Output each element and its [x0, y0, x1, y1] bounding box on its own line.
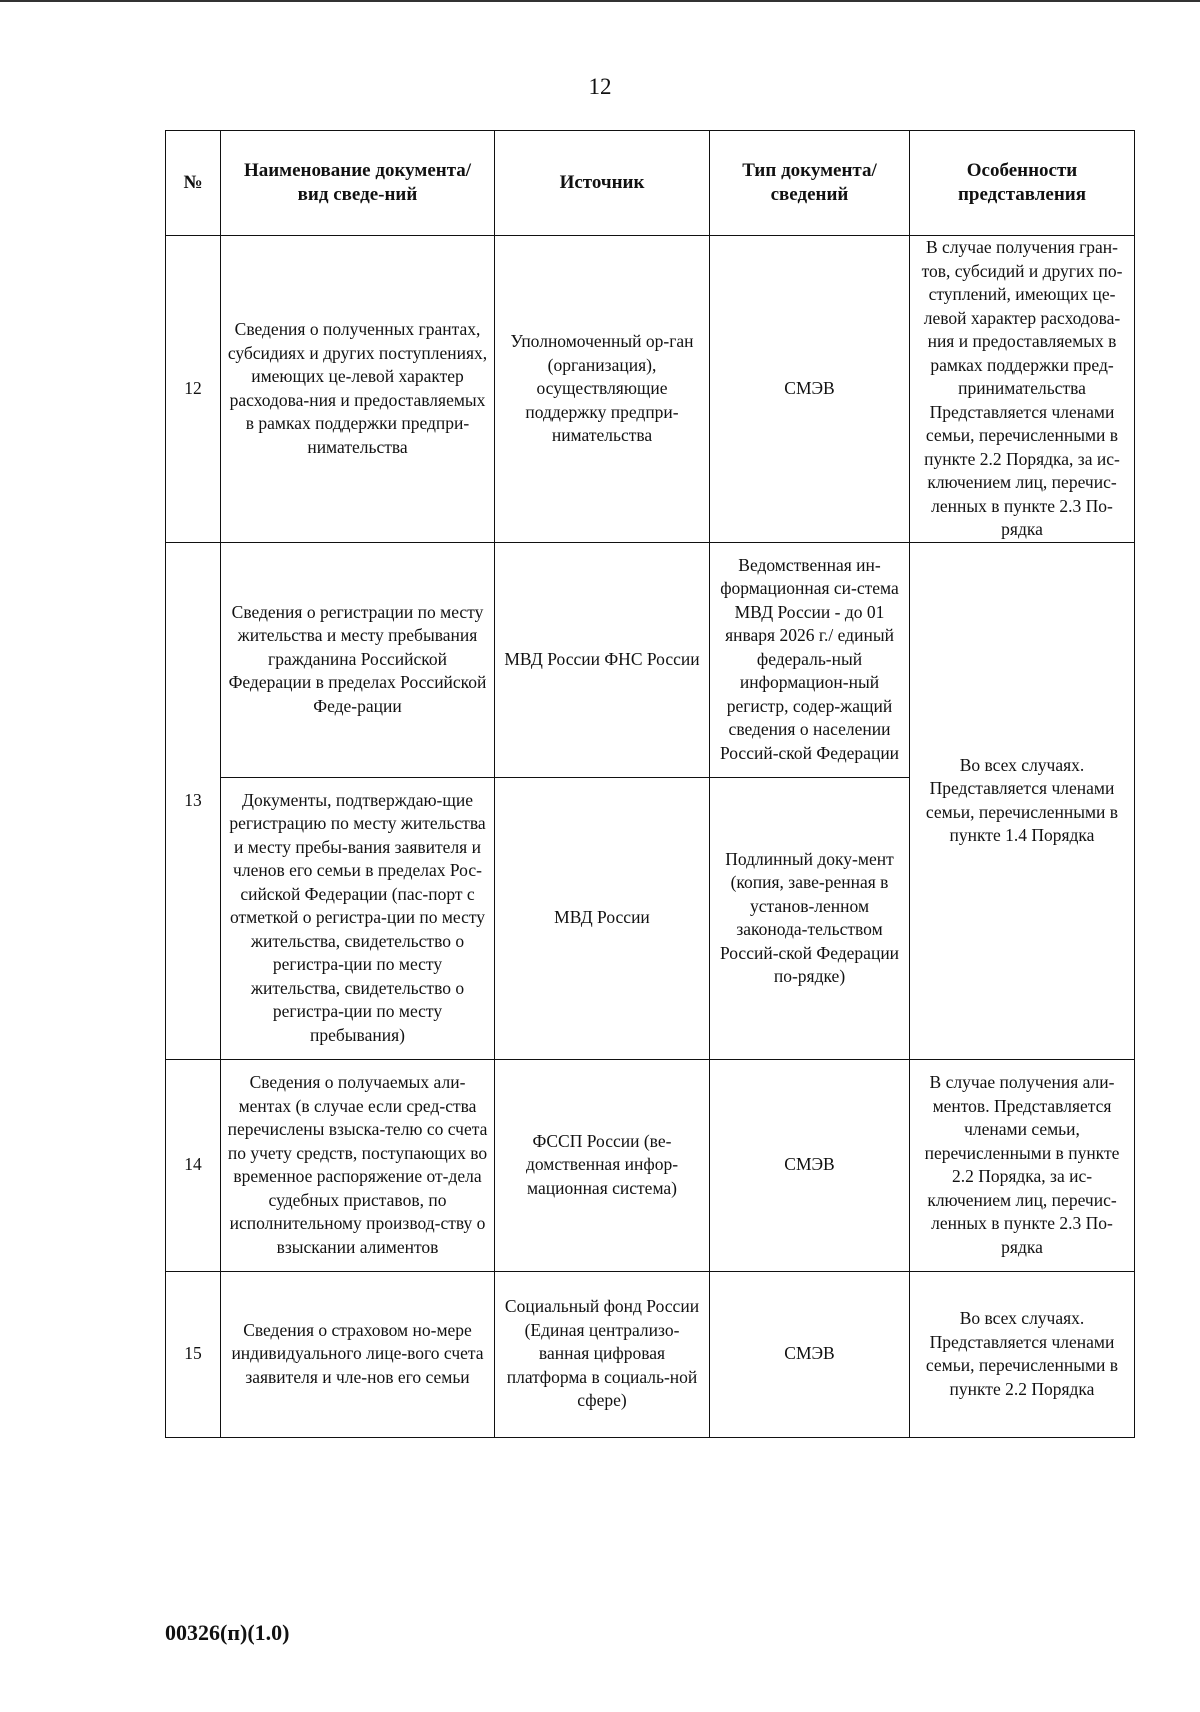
table-row — [166, 1059, 1135, 1271]
row-name: Сведения о регистрации по месту жительства и месту пребывания гражданина Российской Федерации в пределах Российской Феде-рации — [221, 542, 495, 777]
row-num: 14 — [166, 1059, 221, 1271]
row-type: СМЭВ — [710, 1059, 910, 1271]
row-features: В случае получения гран-тов, субсидий и других по-ступлений, имеющих це-левой характер расходова-ния и предоставляемых в рамках поддержки пред-принимательства Представляется членами семьи, перечисленными в пункте 2.2 Порядка, за ис-ключением лиц, перечис-ленных в пункте 2.3 По-рядка — [910, 236, 1135, 543]
row-num: 12 — [166, 236, 221, 543]
table-row — [166, 542, 1135, 777]
header-features: Особенности представления — [910, 131, 1135, 236]
header-type: Тип документа/ сведений — [710, 131, 910, 236]
table-header-row — [166, 131, 1135, 236]
row-features: В случае получения али-ментов. Представляется членами семьи, перечисленными в пункте 2.2 Порядка, за ис-ключением лиц, перечис-ленных в пункте 2.3 По-рядка — [910, 1059, 1135, 1271]
row-name: Документы, подтверждаю-щие регистрацию по месту жительства и месту пребы-вания заявителя и членов его семьи в пределах Рос-сийской Федерации (пас-порт с отметкой о регистра-ции по месту жительства, свидетельство о регистра-ции по месту жительства, свидетельство о регистра-ции по месту пребывания) — [221, 777, 495, 1059]
row-num: 15 — [166, 1271, 221, 1437]
row-type: Подлинный доку-мент (копия, заве-ренная в установ-ленном законода-тельством Россий-ской Федерации по-рядке) — [710, 777, 910, 1059]
row-name: Сведения о получаемых али-ментах (в случае если сред-ства перечислены взыска-телю со счета по учету средств, поступающих во временное распоряжение от-дела судебных приставов, по исполнительному производ-ству о взыскании алиментов — [221, 1059, 495, 1271]
page-number: 12 — [588, 74, 612, 99]
row-type: СМЭВ — [710, 236, 910, 543]
header-source: Источник — [495, 131, 710, 236]
row-features: Во всех случаях. Представляется членами семьи, перечисленными в пункте 1.4 Порядка — [910, 542, 1135, 1059]
row-source: МВД России ФНС России — [495, 542, 710, 777]
row-name: Сведения о страховом но-мере индивидуального лице-вого счета заявителя и чле-нов его семьи — [221, 1271, 495, 1437]
scan-top-edge — [0, 0, 1200, 2]
header-num: № — [166, 131, 221, 236]
row-source: Социальный фонд России (Единая централизо-ванная цифровая платформа в социаль-ной сфере) — [495, 1271, 710, 1437]
footer-document-code: 00326(п)(1.0) — [165, 1620, 290, 1645]
row-type: СМЭВ — [710, 1271, 910, 1437]
table-row — [166, 236, 1135, 543]
documents-table — [165, 130, 1135, 1438]
row-source: МВД России — [495, 777, 710, 1059]
table-row — [166, 1271, 1135, 1437]
header-name: Наименование документа/ вид сведе-ний — [221, 131, 495, 236]
row-name: Сведения о полученных грантах, субсидиях и других поступлениях, имеющих це-левой характер расходова-ния и предоставляемых в рамках поддержки предпри-нимательства — [221, 236, 495, 543]
row-num: 13 — [166, 542, 221, 1059]
row-type: Ведомственная ин-формационная си-стема МВД России - до 01 января 2026 г./ единый федераль-ный информацион-ный регистр, содер-жащий сведения о населении Россий-ской Федерации — [710, 542, 910, 777]
row-features: Во всех случаях. Представляется членами семьи, перечисленными в пункте 2.2 Порядка — [910, 1271, 1135, 1437]
row-source: Уполномоченный ор-ган (организация), осуществляющие поддержку предпри-нимательства — [495, 236, 710, 543]
row-source: ФССП России (ве-домственная инфор-мационная система) — [495, 1059, 710, 1271]
